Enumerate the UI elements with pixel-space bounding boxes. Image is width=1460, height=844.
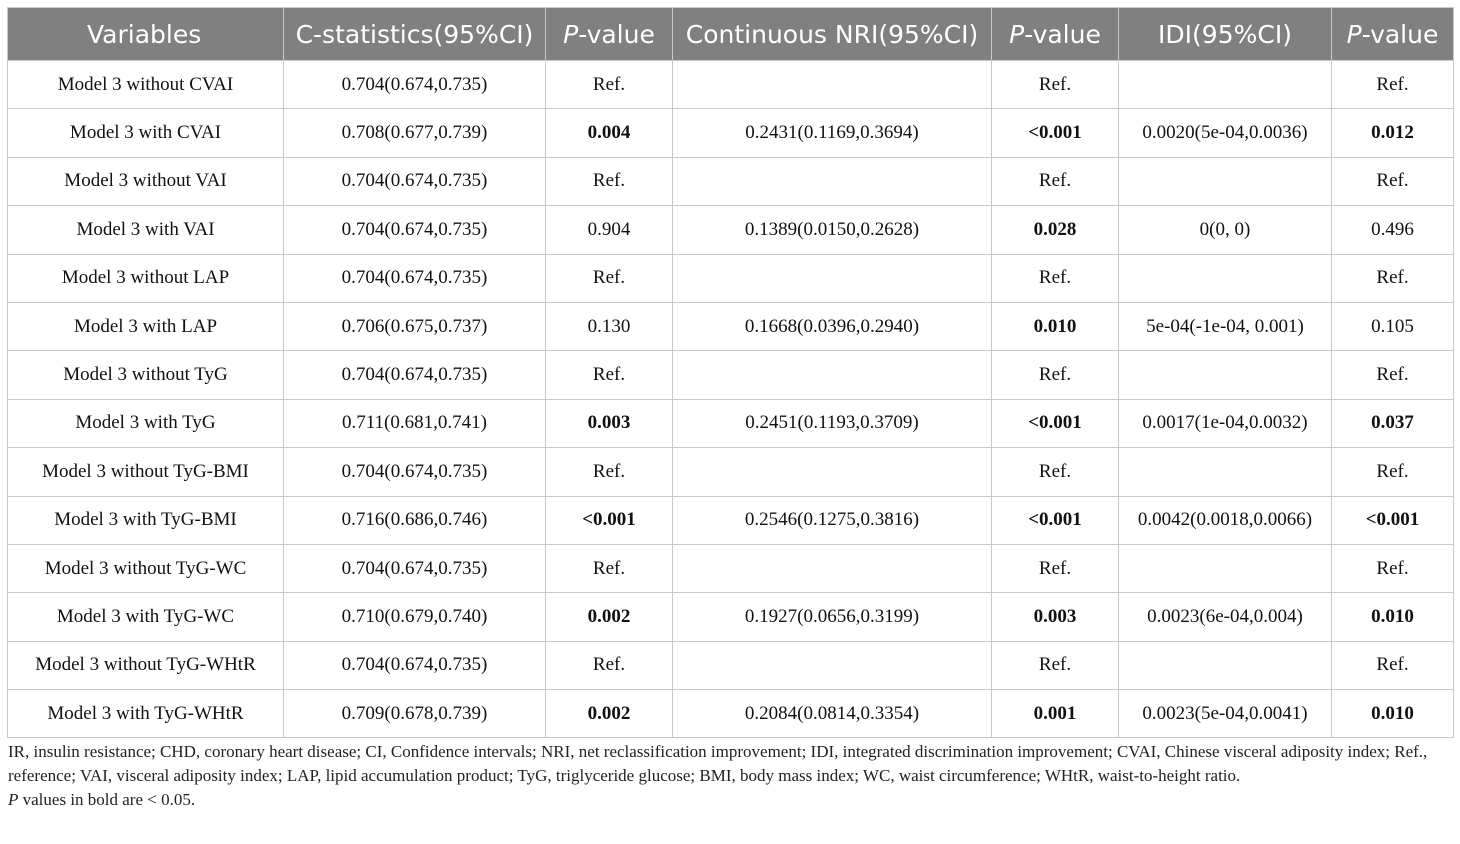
- p-value-cell: <0.001: [546, 496, 673, 544]
- variable-cell: Model 3 without VAI: [8, 157, 284, 205]
- nri-cell: [673, 641, 992, 689]
- p-value-cell: 0.105: [1332, 302, 1454, 350]
- table-row: [8, 61, 1454, 109]
- table-row: [8, 544, 1454, 592]
- p-value-cell: Ref.: [1332, 157, 1454, 205]
- idi-cell: 5e-04(-1e-04, 0.001): [1119, 302, 1332, 350]
- nri-cell: [673, 351, 992, 399]
- p-value-cell: 0.002: [546, 593, 673, 641]
- table-row: [8, 206, 1454, 254]
- idi-cell: [1119, 157, 1332, 205]
- table-row: [8, 496, 1454, 544]
- p-value-cell: Ref.: [1332, 351, 1454, 399]
- table-row: [8, 399, 1454, 447]
- variable-cell: Model 3 without CVAI: [8, 61, 284, 109]
- c-statistics-cell: 0.704(0.674,0.735): [284, 61, 546, 109]
- p-value-cell: <0.001: [992, 496, 1119, 544]
- variable-cell: Model 3 without TyG-WHtR: [8, 641, 284, 689]
- c-statistics-cell: 0.704(0.674,0.735): [284, 254, 546, 302]
- header-idi: IDI(95%CI): [1119, 8, 1332, 61]
- idi-cell: [1119, 641, 1332, 689]
- variable-cell: Model 3 with TyG-WHtR: [8, 690, 284, 738]
- c-statistics-cell: 0.704(0.674,0.735): [284, 448, 546, 496]
- p-value-cell: 0.037: [1332, 399, 1454, 447]
- c-statistics-cell: 0.704(0.674,0.735): [284, 641, 546, 689]
- header-p-value-c: P-value: [546, 8, 673, 61]
- variable-cell: Model 3 without TyG-WC: [8, 544, 284, 592]
- variable-cell: Model 3 with CVAI: [8, 109, 284, 157]
- nri-cell: 0.2451(0.1193,0.3709): [673, 399, 992, 447]
- nri-cell: [673, 61, 992, 109]
- nri-cell: 0.2431(0.1169,0.3694): [673, 109, 992, 157]
- nri-cell: 0.1668(0.0396,0.2940): [673, 302, 992, 350]
- p-value-cell: Ref.: [546, 254, 673, 302]
- table-row: [8, 157, 1454, 205]
- c-statistics-cell: 0.706(0.675,0.737): [284, 302, 546, 350]
- variable-cell: Model 3 with LAP: [8, 302, 284, 350]
- p-value-cell: 0.904: [546, 206, 673, 254]
- p-value-cell: 0.010: [1332, 593, 1454, 641]
- c-statistics-cell: 0.711(0.681,0.741): [284, 399, 546, 447]
- footnote: IR, insulin resistance; CHD, coronary heart disease; CI, Confidence intervals; NRI, net reclassification improvement; IDI, integrated discrimination improvement; CVAI, Chinese visceral adiposity index; Ref., reference; VAI, visceral adiposity index; LAP, lipid accumulation product; TyG, triglyceride glucose; BMI, body mass index; WC, waist circumference; WHtR, waist-to-height ratio.: [8, 742, 1428, 786]
- p-value-cell: Ref.: [992, 61, 1119, 109]
- table-container: [7, 7, 1453, 812]
- table-row: [8, 254, 1454, 302]
- p-value-cell: Ref.: [1332, 448, 1454, 496]
- table-row: [8, 351, 1454, 399]
- variable-cell: Model 3 with TyG-WC: [8, 593, 284, 641]
- table-row: [8, 641, 1454, 689]
- idi-cell: [1119, 61, 1332, 109]
- nri-cell: [673, 448, 992, 496]
- p-value-cell: <0.001: [992, 109, 1119, 157]
- idi-cell: 0.0020(5e-04,0.0036): [1119, 109, 1332, 157]
- p-value-cell: Ref.: [992, 448, 1119, 496]
- table-row: [8, 690, 1454, 738]
- nri-cell: [673, 254, 992, 302]
- p-value-cell: 0.003: [546, 399, 673, 447]
- header-p-value-nri: P-value: [992, 8, 1119, 61]
- p-value-cell: 0.001: [992, 690, 1119, 738]
- c-statistics-cell: 0.716(0.686,0.746): [284, 496, 546, 544]
- idi-cell: 0.0023(5e-04,0.0041): [1119, 690, 1332, 738]
- p-value-cell: 0.003: [992, 593, 1119, 641]
- p-value-cell: Ref.: [1332, 544, 1454, 592]
- nri-cell: 0.1927(0.0656,0.3199): [673, 593, 992, 641]
- c-statistics-cell: 0.709(0.678,0.739): [284, 690, 546, 738]
- idi-cell: [1119, 254, 1332, 302]
- p-value-cell: Ref.: [992, 157, 1119, 205]
- idi-cell: 0.0017(1e-04,0.0032): [1119, 399, 1332, 447]
- idi-cell: [1119, 351, 1332, 399]
- header-row: [8, 8, 1454, 61]
- p-value-cell: 0.010: [1332, 690, 1454, 738]
- c-statistics-cell: 0.708(0.677,0.739): [284, 109, 546, 157]
- idi-cell: [1119, 448, 1332, 496]
- variable-cell: Model 3 with TyG-BMI: [8, 496, 284, 544]
- p-value-cell: Ref.: [992, 641, 1119, 689]
- table-row: [8, 593, 1454, 641]
- idi-cell: [1119, 544, 1332, 592]
- nri-cell: 0.2084(0.0814,0.3354): [673, 690, 992, 738]
- p-value-cell: Ref.: [546, 544, 673, 592]
- variable-cell: Model 3 without LAP: [8, 254, 284, 302]
- header-continuous-nri: Continuous NRI(95%CI): [673, 8, 992, 61]
- nri-cell: [673, 157, 992, 205]
- variable-cell: Model 3 without TyG-BMI: [8, 448, 284, 496]
- table-row: [8, 109, 1454, 157]
- p-value-cell: Ref.: [546, 157, 673, 205]
- c-statistics-cell: 0.704(0.674,0.735): [284, 351, 546, 399]
- p-value-cell: Ref.: [546, 641, 673, 689]
- p-value-cell: 0.028: [992, 206, 1119, 254]
- p-value-cell: 0.130: [546, 302, 673, 350]
- p-value-cell: Ref.: [1332, 641, 1454, 689]
- c-statistics-cell: 0.704(0.674,0.735): [284, 544, 546, 592]
- p-value-cell: <0.001: [992, 399, 1119, 447]
- header-variables: Variables: [8, 8, 284, 61]
- p-value-cell: Ref.: [1332, 61, 1454, 109]
- variable-cell: Model 3 with VAI: [8, 206, 284, 254]
- table-row: [8, 448, 1454, 496]
- nri-cell: [673, 544, 992, 592]
- header-p-value-idi: P-value: [1332, 8, 1454, 61]
- p-value-cell: <0.001: [1332, 496, 1454, 544]
- c-statistics-cell: 0.704(0.674,0.735): [284, 157, 546, 205]
- p-value-cell: 0.012: [1332, 109, 1454, 157]
- results-table: [7, 7, 1454, 738]
- p-value-cell: Ref.: [546, 448, 673, 496]
- p-value-cell: Ref.: [1332, 254, 1454, 302]
- idi-cell: 0.0042(0.0018,0.0066): [1119, 496, 1332, 544]
- variable-cell: Model 3 with TyG: [8, 399, 284, 447]
- c-statistics-cell: 0.704(0.674,0.735): [284, 206, 546, 254]
- p-value-cell: Ref.: [546, 351, 673, 399]
- p-value-cell: 0.010: [992, 302, 1119, 350]
- p-value-cell: 0.496: [1332, 206, 1454, 254]
- table-row: [8, 302, 1454, 350]
- p-value-cell: Ref.: [546, 61, 673, 109]
- p-value-cell: 0.002: [546, 690, 673, 738]
- variable-cell: Model 3 without TyG: [8, 351, 284, 399]
- p-value-cell: Ref.: [992, 351, 1119, 399]
- nri-cell: 0.1389(0.0150,0.2628): [673, 206, 992, 254]
- nri-cell: 0.2546(0.1275,0.3816): [673, 496, 992, 544]
- p-value-cell: Ref.: [992, 254, 1119, 302]
- p-value-cell: 0.004: [546, 109, 673, 157]
- idi-cell: 0(0, 0): [1119, 206, 1332, 254]
- header-c-statistics: C-statistics(95%CI): [284, 8, 546, 61]
- p-value-cell: Ref.: [992, 544, 1119, 592]
- idi-cell: 0.0023(6e-04,0.004): [1119, 593, 1332, 641]
- footnote-bold-note: P values in bold are < 0.05.: [8, 790, 196, 810]
- c-statistics-cell: 0.710(0.679,0.740): [284, 593, 546, 641]
